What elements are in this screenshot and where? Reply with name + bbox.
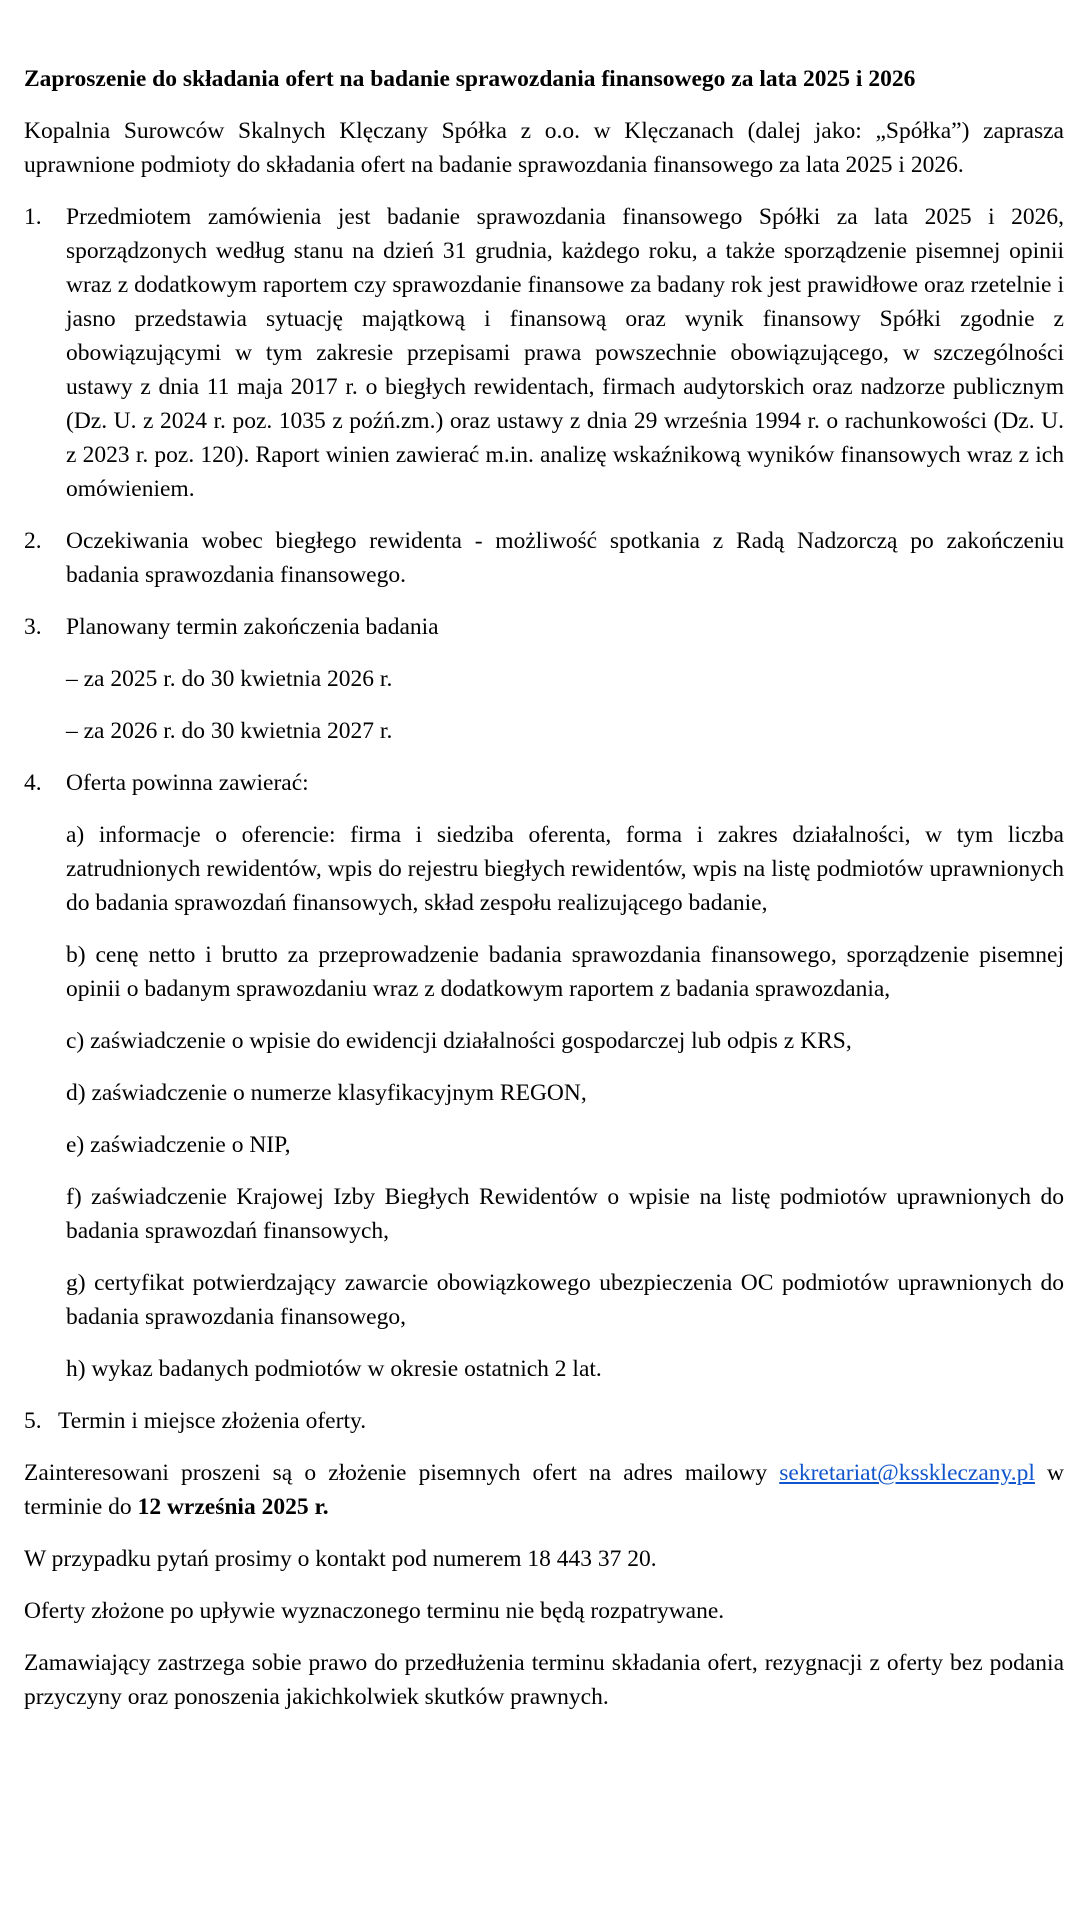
offer-requirement-c: c) zaświadczenie o wpisie do ewidencji działalności gospodarczej lub odpis z KRS, — [66, 1028, 852, 1054]
deadline-2025: – za 2025 r. do 30 kwietnia 2026 r. — [66, 666, 393, 692]
list-item-number: 4. — [24, 770, 42, 796]
list-item-text: Termin i miejsce złożenia oferty. — [58, 1408, 367, 1434]
list-item-number: 3. — [24, 614, 42, 640]
offer-requirement-e: e) zaświadczenie o NIP, — [66, 1132, 291, 1158]
list-item-number: 2. — [24, 528, 42, 554]
list-item-5 — [24, 1404, 1064, 1438]
intro-paragraph: Kopalnia Surowców Skalnych Klęczany Spółka z o.o. w Klęczanach (dalej jako: „Spółka”) zaprasza uprawnione podmioty do składania ofert na badanie sprawozdania finansowego za lata 2025 i 2026. — [24, 118, 1064, 178]
contact-text-before: Zainteresowani proszeni są o złożenie pisemnych ofert na adres mailowy — [24, 1460, 780, 1486]
offer-requirement-a: a) informacje o oferencie: firma i siedziba oferenta, forma i zakres działalności, w tym liczba zatrudnionych rewidentów, wpis do rejestru biegłych rewidentów, wpis na listę podmiotów uprawnionych do badania sprawozdań finansowych, skład zespołu realizującego badanie, — [66, 822, 1064, 916]
offer-requirement-b: b) cenę netto i brutto za przeprowadzenie badania sprawozdania finansowego, sporządzenie pisemnej opinii o badanym sprawozdaniu wraz z dodatkowym raportem z badania sprawozdania, — [66, 942, 1064, 1002]
late-offers-paragraph: Oferty złożone po upływie wyznaczonego terminu nie będą rozpatrywane. — [24, 1598, 725, 1624]
deadline-2026: – za 2026 r. do 30 kwietnia 2027 r. — [66, 718, 393, 744]
contact-text-middle: w terminie do — [24, 1460, 1064, 1520]
document-body — [24, 62, 1064, 1714]
reservation-paragraph: Zamawiający zastrzega sobie prawo do przedłużenia terminu składania ofert, rezygnacji z oferty bez podania przyczyny oraz ponoszenia jakichkolwiek skutków prawnych. — [24, 1650, 1064, 1710]
deadline-period: . — [322, 1494, 329, 1520]
email-link[interactable]: sekretariat@kss​kleczany.pl — [779, 1460, 1035, 1486]
list-item-text: Planowany termin zakończenia badania — [66, 614, 439, 640]
phone-paragraph: W przypadku pytań prosimy o kontakt pod numerem 18 443 37 20. — [24, 1546, 657, 1572]
list-item-1 — [24, 200, 1064, 506]
list-item-3 — [24, 610, 1064, 644]
offer-requirement-h: h) wykaz badanych podmiotów w okresie ostatnich 2 lat. — [66, 1356, 602, 1382]
contact-paragraph — [24, 1456, 1064, 1524]
document-title: Zaproszenie do składania ofert na badanie sprawozdania finansowego za lata 2025 i 2026 — [24, 66, 916, 92]
list-item-number: 1. — [24, 204, 42, 230]
offer-requirement-d: d) zaświadczenie o numerze klasyfikacyjnym REGON, — [66, 1080, 587, 1106]
list-item-text: Oczekiwania wobec biegłego rewidenta - możliwość spotkania z Radą Nadzorczą po zakończeniu badania sprawozdania finansowego. — [66, 528, 1064, 588]
offer-requirement-f: f) zaświadczenie Krajowej Izby Biegłych Rewidentów o wpisie na listę podmiotów uprawnionych do badania sprawozdań finansowych, — [66, 1184, 1064, 1244]
list-item-text: Przedmiotem zamówienia jest badanie sprawozdania finansowego Spółki za lata 2025 i 2026, sporządzonych według stanu na dzień 31 grudnia, każdego roku, a także sporządzenie pisemnej opinii wraz z dodatkowym raportem czy sprawozdanie finansowe za badany rok jest prawidłowe oraz rzetelnie i jasno przedstawia sytuację majątkową i finansową oraz wynik finansowy Spółki zgodnie z obowiązującymi w tym zakresie przepisami prawa powszechnie obowiązującego, w szczególności ustawy z dnia 11 maja 2017 r. o biegłych rewidentach, firmach audytorskich oraz nadzorze publicznym (Dz. U. z 2024 r. poz. 1035 z poźń.zm.) oraz ustawy z dnia 29 września 1994 r. o rachunkowości (Dz. U. z 2023 r. poz. 120). Raport winien zawierać m.in. analizę wskaźnikową wyników finansowych wraz z ich omówieniem. — [66, 204, 1064, 502]
offer-requirement-g: g) certyfikat potwierdzający zawarcie obowiązkowego ubezpieczenia OC podmiotów uprawnionych do badania sprawozdania finansowego, — [66, 1270, 1064, 1330]
list-item-4 — [24, 766, 1064, 800]
deadline-date: 12 września 2025 r — [137, 1494, 323, 1520]
list-item-number: 5. — [24, 1408, 42, 1434]
list-item-2 — [24, 524, 1064, 592]
list-item-text: Oferta powinna zawierać: — [66, 770, 309, 796]
